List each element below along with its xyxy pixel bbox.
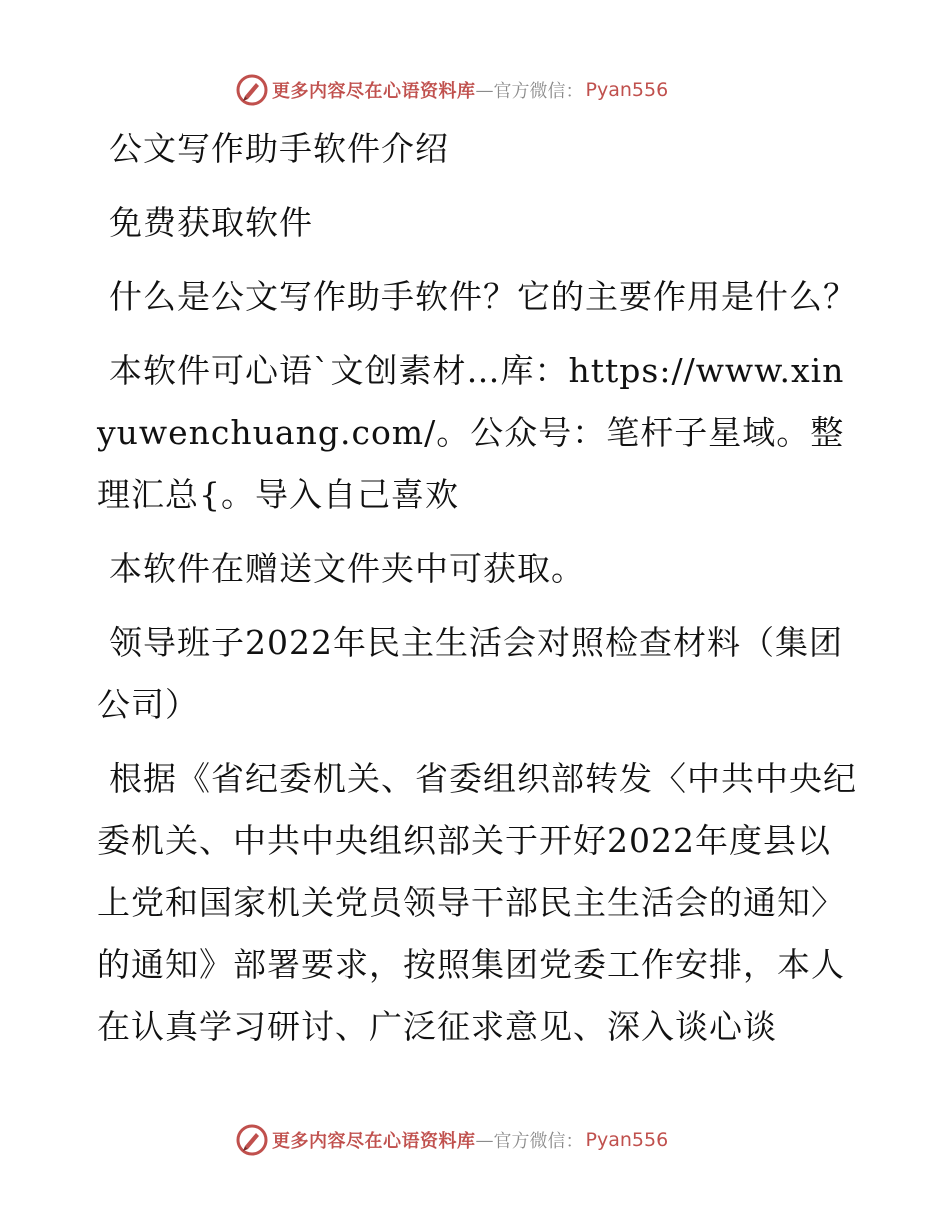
pen-logo-icon [236, 1124, 268, 1156]
document-title: 公文写作助手软件介绍 [109, 129, 449, 168]
intro-paragraph: 本软件可心语`文创素材…库：https://www.xinyuwenchuang.com/。公众号：笔杆子星域。整理汇总{。导入自己喜欢 [97, 351, 845, 514]
question-paragraph: 什么是公文写作助手软件？它的主要作用是什么？ [109, 277, 857, 316]
banner-wechat-id: Pyan556 [585, 79, 669, 101]
banner-wechat-label: 官方微信： [493, 81, 584, 102]
banner-wechat-id: Pyan556 [585, 1129, 669, 1151]
material-title: 领导班子2022年民主生活会对照检查材料（集团公司） [97, 623, 843, 724]
document-body [97, 118, 857, 1058]
free-get-line: 免费获取软件 [109, 203, 313, 242]
banner-dash: — [475, 1129, 494, 1151]
gift-note: 本软件在赠送文件夹中可获取。 [109, 549, 585, 588]
footer-banner [236, 1122, 716, 1158]
pen-logo-icon [236, 74, 268, 106]
body-paragraph: 根据《省纪委机关、省委组织部转发〈中共中央纪委机关、中共中央组织部关于开好2022年度县以上党和国家机关党员领导干部民主生活会的通知〉的通知》部署要求，按照集团党委工作安排，本人在认真学习研讨、广泛征求意见、深入谈心谈 [97, 759, 857, 1046]
banner-wechat-label: 官方微信： [493, 1131, 584, 1152]
header-banner [236, 72, 716, 108]
banner-slogan: 更多内容尽在心语资料库 [272, 1131, 476, 1152]
banner-slogan: 更多内容尽在心语资料库 [272, 81, 476, 102]
banner-dash: — [475, 79, 494, 101]
